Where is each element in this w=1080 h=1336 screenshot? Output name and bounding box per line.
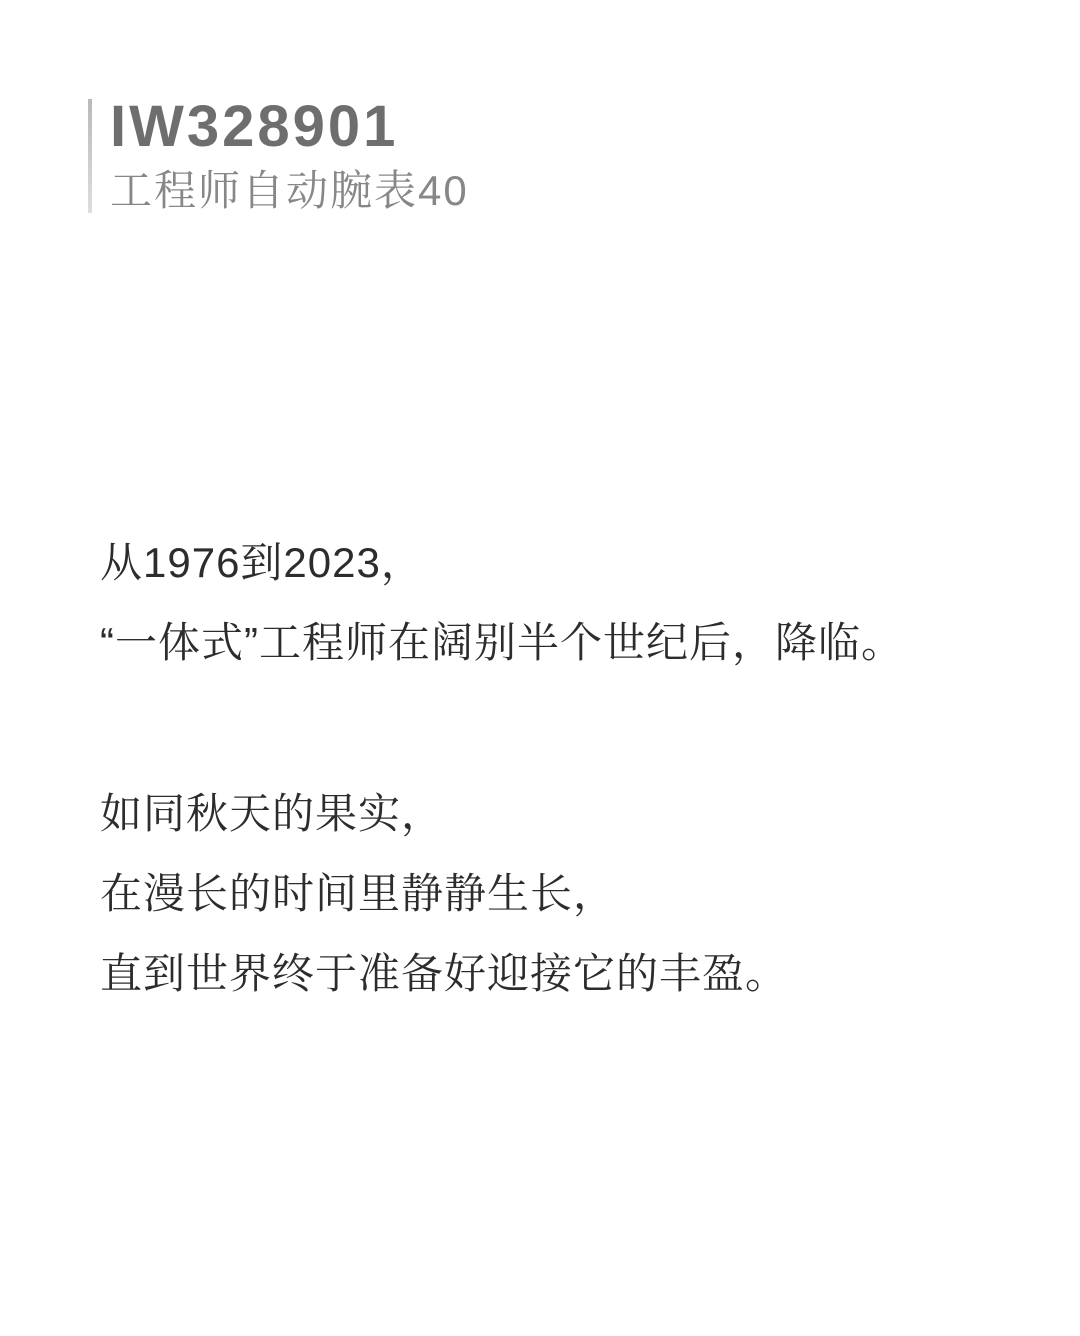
copy-line-quiet-growth: 在漫长的时间里静静生长， — [100, 870, 617, 917]
copy-line-monobloc: “一体式”工程师在阔别半个世纪后，降临。 — [100, 619, 904, 666]
copy-line-abundance: 直到世界终于准备好迎接它的丰盈。 — [100, 950, 789, 997]
header-text — [110, 94, 469, 214]
copy-line-autumn-fruit: 如同秋天的果实， — [100, 790, 445, 837]
copy-paragraph-2 — [100, 774, 788, 1014]
product-model: IW328901 — [110, 94, 399, 159]
product-name: 工程师自动腕表40 — [110, 167, 469, 214]
product-header — [88, 94, 469, 214]
header-accent-bar — [88, 99, 92, 213]
copy-line-years: 从1976到2023， — [100, 539, 424, 586]
copy-paragraph-1 — [100, 523, 904, 683]
